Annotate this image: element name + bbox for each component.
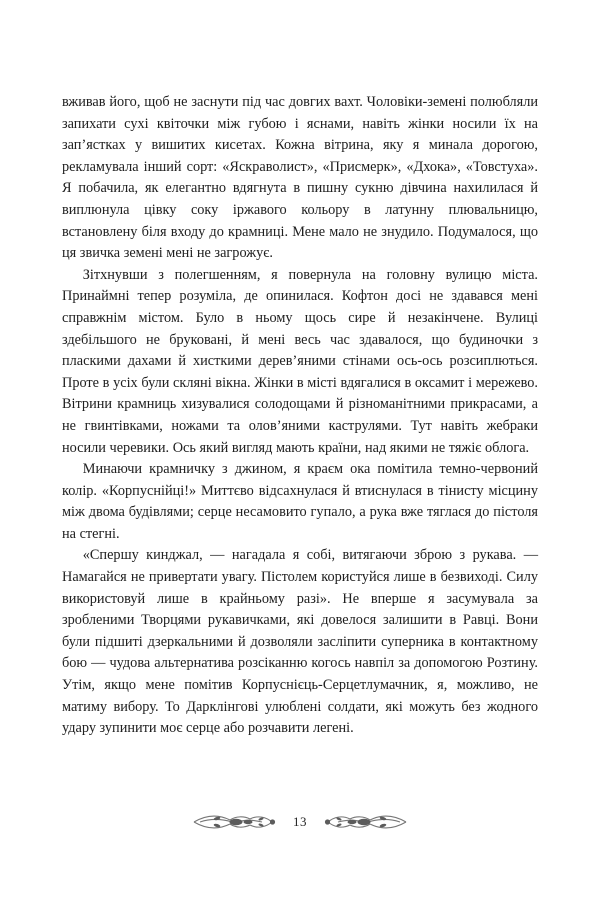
page-number: 13 bbox=[293, 814, 307, 829]
paragraph: Зітхнувши з полегшенням, я повернула на головну вулицю міста. Принаймні тепер розуміла, де опинилася. Кофтон досі не здавався мені справжнім містом. Було в ньому щось сире й незакінчене. Вулиці здебільшого не бруковані, й мені весь час здавалося, що будиночки з пласкими дахами й хисткими дерев’яними стінами ось-ось розсиплються. Проте в усіх були скляні вікна. Жінки в місті вдягалися в оксамит і мережево. Вітрини крамниць хизувалися солодощами й різноманітними прикрасами, а не гвинтівками, ножами та олов’яними каструлями. Тут навіть жебраки носили черевики. Ось який вигляд мають країни, над якими не тяжіє облога. bbox=[62, 266, 538, 456]
floral-ornament-icon bbox=[192, 811, 278, 833]
page-body bbox=[62, 92, 538, 740]
paragraph: вживав його, щоб не заснути під час довгих вахт. Чоловіки-земені полюбляли запихати сухі квіточки між губою і яснами, навіть жінки носили їх на зап’ястках у вишитих кисетах. Кожна вітрина, яку я минала дорогою, рекламувала інший сорт: «Яскраволист», «Присмерк», «Дхока», «Товстуха». Я побачила, як елегантно вдягнута в пишну сукню дівчина нахилилася й виплюнула цівку соку іржавого кольору в латунну плювальницю, встановлену біля входу до крамниці. Мене мало не знудило. Подумалося, що ця звичка земені мені не загрожує. bbox=[62, 94, 538, 262]
paragraph: «Спершу кинджал, — нагадала я собі, витягаючи зброю з рукава. — Намагайся не привертати увагу. Пістолем користуйся лише в безвиході. Силу використовуй лише в крайньому разі». Не вперше я засумувала за зробленими Творцями рукавичками, які довелося залишити в Равці. Вони були підшиті дзеркальними й дозволяли засліпити суперника в контактному бою — чудова альтернатива розсіканню когось навпіл за допомогою Розтину. Утім, якщо мене помітив Корпуснієць-Серцетлумачник, я, можливо, не матиму вибору. То Дарклінгові улюблені солдати, які можуть без жодного удару зупинити моє серце або розчавити легені. bbox=[62, 547, 538, 737]
page-footer bbox=[0, 802, 600, 842]
floral-ornament-icon bbox=[322, 811, 408, 833]
paragraph: Минаючи крамничку з джином, я краєм ока помітила темно-червоний колір. «Корпуснійці!» Миттєво відсахнулася й втиснулася в тінисту місцину між двома будівлями; серце несамовито гупало, а рука вже тяглася до пістоля на стегні. bbox=[62, 461, 538, 542]
